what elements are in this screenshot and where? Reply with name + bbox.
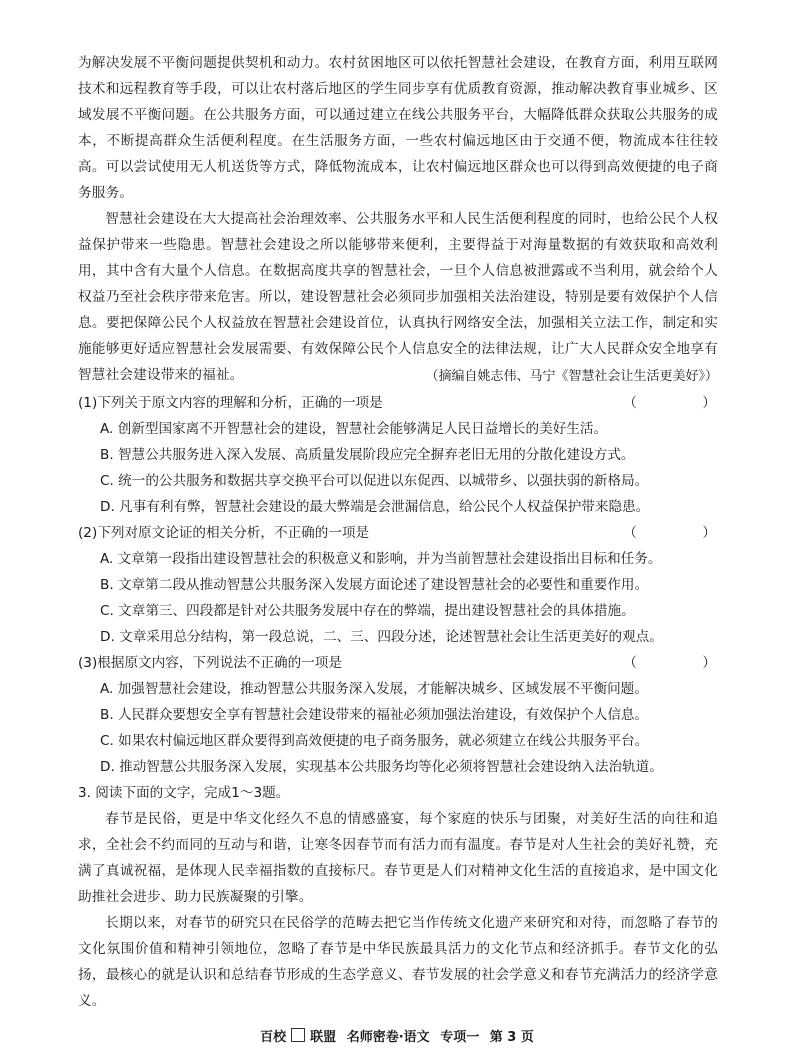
page-footer	[0, 1026, 794, 1045]
question-2-option-d: D. 文章采用总分结构，第一段总说，二、三、四段分述，论述智慧社会让生活更美好的观点。	[100, 629, 663, 645]
passage-paragraph-2: 智慧社会建设在大大提高社会治理效率、公共服务水平和人民生活便利程度的同时，也给公民个人权益保护带来一些隐患。智慧社会建设之所以能够带来便利，主要得益于对海量数据的有效获取和高效利用，其中含有大量个人信息。在数据高度共享的智慧社会，一旦个人信息被泄露或不当利用，就会给个人权益乃至社会秩序带来危害。所以，建设智慧社会必须同步加强相关法治建设，特别是要有效保护个人信息。要把保障公民个人权益放在智慧社会建设首位，认真执行网络安全法，加强相关立法工作，制定和实施能够更好适应智慧社会发展需要、有效保障公民个人信息安全的法律法规，让广大人民群众安全地享有智慧社会建设带来的福祉。	[78, 211, 718, 383]
question-2-option-b: B. 文章第二段从推动智慧公共服务深入发展方面论述了建设智慧社会的必要性和重要作用。	[100, 577, 649, 593]
section-3-paragraph-2: 长期以来，对春节的研究只在民俗学的范畴去把它当作传统文化遗产来研究和对待，而忽略了春节的文化氛围价值和精神引领地位，忽略了春节是中华民族最具活力的文化节点和经济抓手。春节文化的弘扬，最核心的就是认识和总结春节形成的生态学意义、春节发展的社会学意义和春节充满活力的经济学意义。	[78, 915, 718, 1009]
passage-body	[78, 50, 718, 388]
passage-source: （摘编自姚志伟、马宁《智慧社会让生活更美好》）	[425, 369, 718, 384]
question-1-stem: (1)下列关于原文内容的理解和分析，正确的一项是	[78, 395, 383, 411]
footer-brand-left: 百校	[260, 1030, 287, 1045]
question-3-option-b: B. 人民群众要想安全享有智慧社会建设带来的福祉必须加强法治建设，有效保护个人信息。	[100, 707, 649, 723]
footer-section: 专项一	[440, 1030, 480, 1045]
question-1-option-d: D. 凡事有利有弊，智慧社会建设的最大弊端是会泄漏信息，给公民个人权益保护带来隐患。	[100, 499, 650, 515]
question-2-option-c: C. 文章第三、四段都是针对公共服务发展中存在的弊端，提出建设智慧社会的具体措施。	[100, 603, 635, 619]
question-3-stem: (3)根据原文内容，下列说法不正确的一项是	[78, 655, 342, 671]
question-1-answer-paren: （ ）	[623, 395, 742, 411]
question-2-stem: (2)下列对原文论证的相关分析，不正确的一项是	[78, 525, 370, 541]
question-1-option-b: B. 智慧公共服务进入深入发展、高质量发展阶段应完全摒弃老旧无用的分散化建设方式。	[100, 447, 635, 463]
question-3-option-d: D. 推动智慧公共服务深入发展，实现基本公共服务均等化必须将智慧社会建设纳入法治轨道。	[100, 759, 663, 775]
question-3-option-c: C. 如果农村偏远地区群众要得到高效便捷的电子商务服务，就必须建立在线公共服务平台。	[100, 733, 649, 749]
question-3	[78, 650, 742, 780]
question-2-answer-paren: （ ）	[623, 525, 742, 541]
question-3-option-a: A. 加强智慧社会建设，推动智慧公共服务深入发展，才能解决城乡、区域发展不平衡问题。	[100, 681, 648, 697]
footer-brand-right: 联盟	[310, 1030, 337, 1045]
question-1-option-a: A. 创新型国家离不开智慧社会的建设，智慧社会能够满足人民日益增长的美好生活。	[100, 421, 608, 437]
question-2	[78, 520, 742, 650]
section-3-heading: 3. 阅读下面的文字，完成1～3题。	[78, 785, 290, 801]
brand-logo-icon	[291, 1028, 305, 1042]
passage-paragraph-1: 为解决发展不平衡问题提供契机和动力。农村贫困地区可以依托智慧社会建设，在教育方面，利用互联网技术和远程教育等手段，可以让农村落后地区的学生同步享有优质教育资源，推动解决教育事业城乡、区域发展不平衡问题。在公共服务方面，可以通过建立在线公共服务平台，大幅降低群众获取公共服务的成本，不断提高群众生活便利程度。在生活服务方面，一些农村偏远地区由于交通不便，物流成本往往较高。可以尝试使用无人机送货等方式，降低物流成本，让农村偏远地区群众也可以得到高效便捷的电子商务服务。	[78, 55, 718, 201]
question-1	[78, 390, 742, 520]
section-3-passage	[78, 806, 718, 1014]
footer-page-number: 第 3 页	[489, 1030, 534, 1045]
footer-title: 名师密卷·语文	[346, 1030, 430, 1045]
question-3-answer-paren: （ ）	[623, 655, 742, 671]
question-2-option-a: A. 文章第一段指出建设智慧社会的积极意义和影响，并为当前智慧社会建设指出目标和任务。	[100, 551, 662, 567]
question-1-option-c: C. 统一的公共服务和数据共享交换平台可以促进以东促西、以城带乡、以强扶弱的新格局。	[100, 473, 649, 489]
section-3-paragraph-1: 春节是民俗，更是中华文化经久不息的情感盛宴，每个家庭的快乐与团聚，对美好生活的向往和追求，全社会不约而同的互动与和谐，让寒冬因春节而有活力而有温度。春节是对人生社会的美好礼赞，充满了真诚祝福，是体现人民幸福指数的直接标尺。春节更是人们对精神文化生活的直接追求，是中国文化助推社会进步、助力民族凝聚的引擎。	[78, 811, 718, 905]
